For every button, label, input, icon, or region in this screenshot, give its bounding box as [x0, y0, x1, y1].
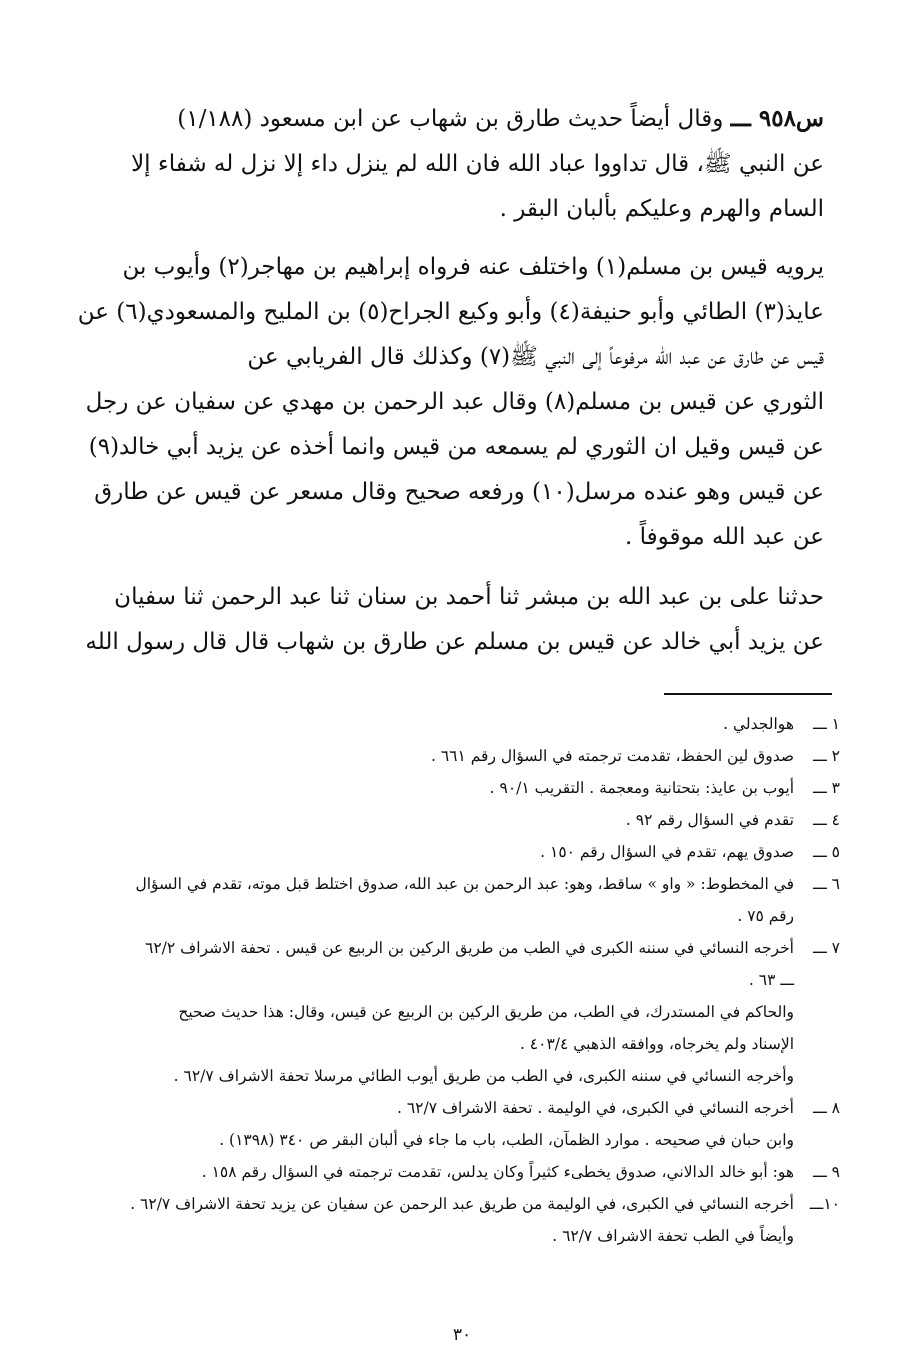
answer-line: عن عبد الله موقوفاً .	[625, 524, 824, 550]
footnote-text: هوالجدلي .	[723, 715, 794, 733]
answer-block	[77, 245, 824, 560]
footnotes	[112, 708, 840, 1252]
answer-line: عن قيس وقيل ان الثوري لم يسمعه من قيس وانما أخذه عن يزيد أبي خالد(٩)	[88, 434, 824, 460]
question-line: السام والهرم وعليكم بألبان البقر .	[499, 196, 824, 222]
page-number: ٣٠	[452, 1325, 472, 1345]
question-text: وقال أيضاً حديث طارق بن شهاب عن ابن مسعود (١/١٨٨)	[177, 106, 724, 132]
footnote	[112, 772, 840, 804]
footnote-number: ٩ ـــ	[813, 1163, 840, 1181]
footnote-text: أخرجه النسائي في سننه الكبرى في الطب من طريق الركين بن الربيع عن قيس . تحفة الاشراف ٦٢/٢	[145, 939, 794, 957]
footnote-text: هو: أبو خالد الدالاني، صدوق يخطىء كثيراً وكان يدلس، تقدمت ترجمته في السؤال رقم ١٥٨ .	[201, 1163, 794, 1181]
footnote-text: الإسناد ولم يخرجاه، ووافقه الذهبي ٤٠٣/٤ .	[519, 1035, 794, 1053]
answer-line: عايذ(٣) الطائي وأبو حنيفة(٤) وأبو وكيع الجراح(٥) بن المليح والمسعودي(٦) عن	[77, 299, 824, 325]
footnote-text: وابن حبان في صحيحه . موارد الظمآن، الطب، باب ما جاء في ألبان البقر ص ٣٤٠ (١٣٩٨) .	[219, 1131, 794, 1149]
footnote-text: صدوق لين الحفظ، تقدمت ترجمته في السؤال رقم ٦٦١ .	[430, 747, 794, 765]
footnote-number: ٨ ـــ	[813, 1099, 840, 1117]
footnote	[112, 1188, 840, 1252]
footnote-number: ٤ ـــ	[813, 811, 840, 829]
footnote-text: في المخطوط: « واو » ساقط، وهو: عبد الرحمن بن عبد الله، صدوق اختلط قبل موته، تقدم في السؤال	[135, 875, 794, 893]
footnote-text: أخرجه النسائي في الكبرى، في الوليمة . تحفة الاشراف ٦٢/٧ .	[396, 1099, 794, 1117]
footnote-text: والحاكم في المستدرك، في الطب، من طريق الركين بن الربيع عن قيس، وقال: هذا حديث صحيح	[178, 1003, 794, 1021]
footnote-number: ٣ ـــ	[813, 779, 840, 797]
footnote-number: ١٠ـــ	[809, 1195, 840, 1213]
footnote-text: صدوق يهم، تقدم في السؤال رقم ١٥٠ .	[540, 843, 794, 861]
answer-line: عن قيس وهو عنده مرسل(١٠) ورفعه صحيح وقال مسعر عن قيس عن طارق	[94, 479, 824, 505]
isnad-line: حدثنا على بن عبد الله بن مبشر ثنا أحمد بن سنان ثنا عبد الرحمن ثنا سفيان	[114, 584, 824, 610]
footnote-number: ٧ ـــ	[813, 939, 840, 957]
question-line	[112, 96, 824, 142]
footnote	[112, 1156, 840, 1188]
footnote	[112, 740, 840, 772]
footnote-text: وأخرجه النسائي في سننه الكبرى، في الطب من طريق أيوب الطائي مرسلا تحفة الاشراف ٦٢/٧ .	[173, 1067, 794, 1085]
footnote-text: تقدم في السؤال رقم ٩٢ .	[625, 811, 794, 829]
footnote-number: ١ ـــ	[813, 715, 840, 733]
footnote-number: ٥ ـــ	[813, 843, 840, 861]
footnote-text: أخرجه النسائي في الكبرى، في الوليمة من طريق عبد الرحمن عن سفيان عن يزيد تحفة الاشراف ٦٢/٧ .	[130, 1195, 794, 1213]
question-number: س٩٥٨ ـــ	[730, 105, 824, 132]
answer-line: الثوري عن قيس بن مسلم(٨) وقال عبد الرحمن بن مهدي عن سفيان عن رجل	[85, 389, 824, 415]
footnote-divider	[664, 693, 832, 695]
footnote-text: وأيضاً في الطب تحفة الاشراف ٦٢/٧ .	[552, 1227, 794, 1245]
isnad-line: عن يزيد أبي خالد عن قيس بن مسلم عن طارق بن شهاب قال قال رسول الله	[85, 629, 824, 655]
footnote	[112, 932, 840, 1092]
footnote-number: ٢ ـــ	[813, 747, 840, 765]
question-block	[112, 96, 824, 232]
answer-line: قيس عن طارق عن عبد الله مرفوعاً إلى النبي ﷺ(٧) وكذلك قال الفريابي عن	[247, 344, 824, 370]
footnote-number: ٦ ـــ	[813, 875, 840, 893]
isnad-block	[85, 575, 824, 665]
footnote	[112, 1092, 840, 1156]
footnote	[112, 804, 840, 836]
footnote	[112, 708, 840, 740]
question-line: عن النبي ﷺ، قال تداووا عباد الله فان الله لم ينزل داء إلا نزل له شفاء إلا	[131, 151, 824, 177]
footnote	[112, 868, 840, 932]
footnote-text: أيوب بن عايذ: بتحتانية ومعجمة . التقريب ٩٠/١ .	[489, 779, 794, 797]
answer-line: يرويه قيس بن مسلم(١) واختلف عنه فرواه إبراهيم بن مهاجر(٢) وأيوب بن	[122, 254, 824, 280]
footnote	[112, 836, 840, 868]
footnote-text: رقم ٧٥ .	[737, 907, 794, 925]
footnote-text: ـــ ٦٣ .	[748, 971, 794, 989]
